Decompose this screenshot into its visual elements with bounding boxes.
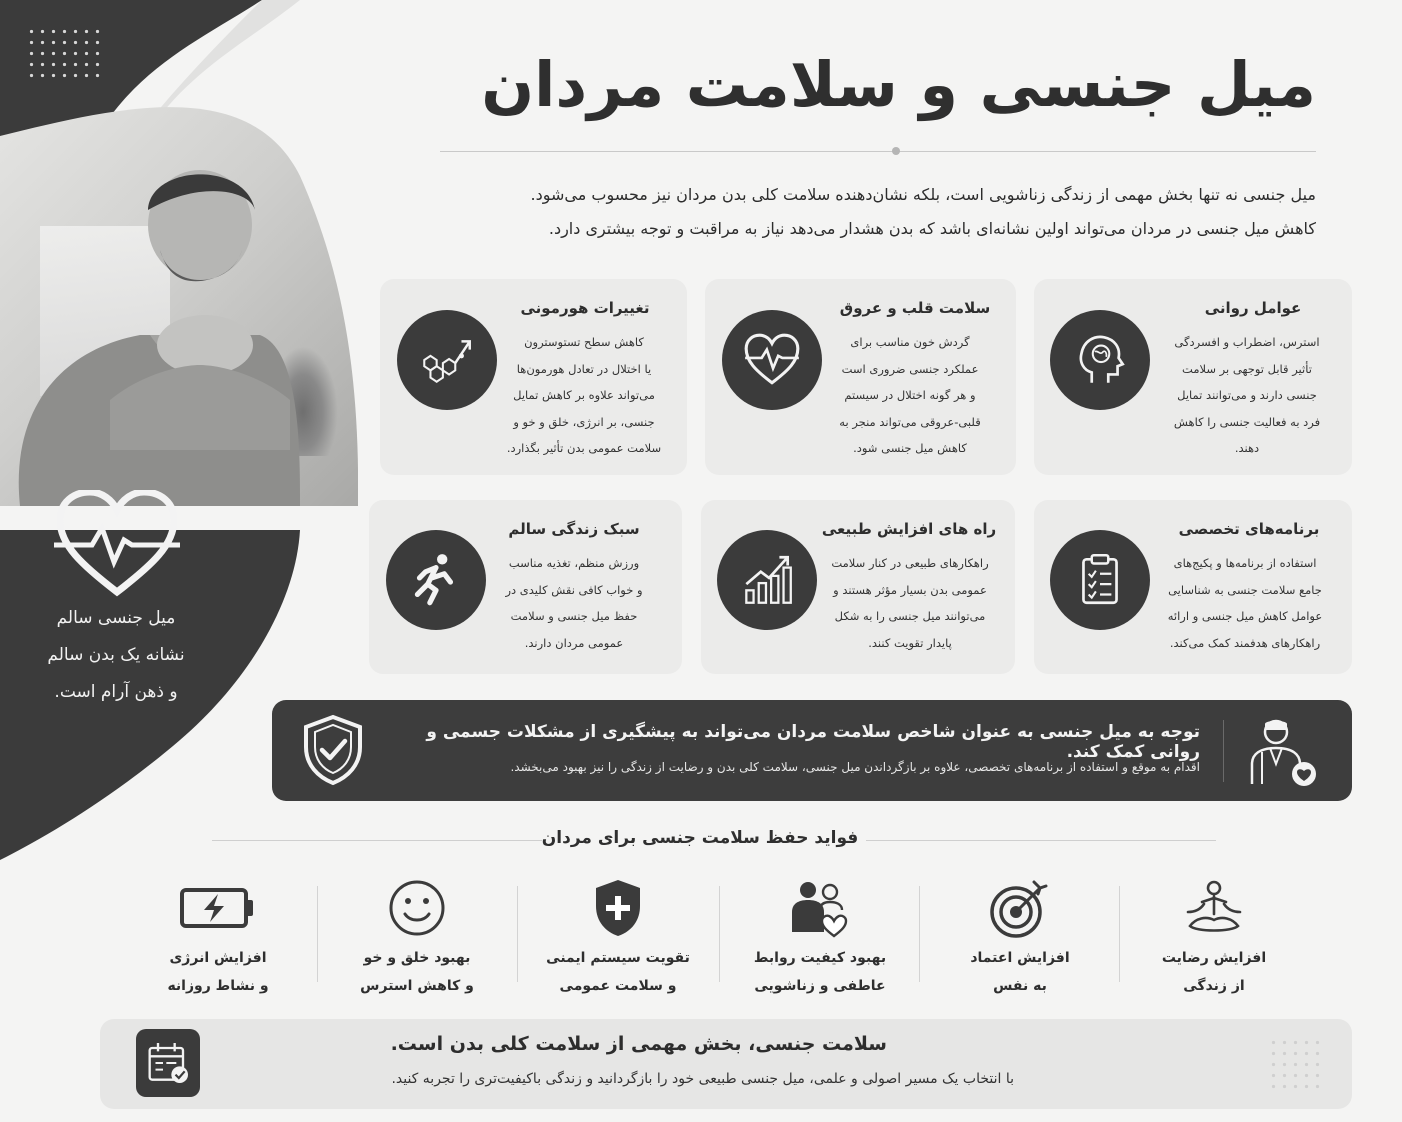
target-icon <box>988 876 1052 940</box>
couple-heart-icon <box>788 876 852 940</box>
man-portrait-illustration <box>0 150 300 506</box>
benefit-life-satisfaction <box>1114 876 1314 1000</box>
title-divider <box>440 151 1316 152</box>
benefit-line: بهبود کیفیت روابط <box>753 950 887 966</box>
card-line: راهکارهای طبیعی در کنار سلامت <box>831 556 989 570</box>
dot-pattern <box>26 26 106 84</box>
card-body <box>488 329 680 462</box>
card-line: قلبی-عروقی می‌تواند منجر به <box>839 414 981 429</box>
banner-divider <box>1223 720 1224 782</box>
intro-line: کاهش میل جنسی در مردان می‌تواند اولین نشانه‌ای باشد که بدن هشدار می‌دهد نیاز به مراقبت و توجه بیشتری دارد. <box>548 219 1316 238</box>
card-line: جنسی دارند و می‌توانند تمایل <box>1177 388 1317 402</box>
smiley-icon <box>385 876 449 940</box>
card-body <box>815 329 1005 462</box>
brain-head-icon <box>1050 310 1150 410</box>
benefit-label <box>317 944 517 1000</box>
card-body <box>807 550 1013 656</box>
benefit-line: و نشاط روزانه <box>167 978 269 994</box>
benefit-line: از زندگی <box>1183 978 1245 994</box>
growth-chart-icon <box>717 530 817 630</box>
footer-main-text: سلامت جنسی، بخش مهمی از سلامت کلی بدن است. <box>390 1033 887 1055</box>
benefit-label <box>720 944 920 1000</box>
benefit-line: افزایش اعتماد <box>970 950 1070 966</box>
shield-plus-icon <box>586 876 650 940</box>
shield-check-icon <box>300 713 366 787</box>
card-line: و خواب کافی نقش کلیدی در <box>505 582 643 597</box>
benefit-line: افزایش رضایت <box>1161 950 1267 966</box>
card-line: استفاده از برنامه‌ها و پکیج‌های <box>1173 556 1317 570</box>
card-title: عوامل روانی <box>1204 299 1302 317</box>
benefits-title: فواید حفظ سلامت جنسی برای مردان <box>541 828 859 848</box>
page-title: میل جنسی و سلامت مردان <box>481 48 1316 121</box>
card-hormonal-changes <box>380 279 687 475</box>
card-line: گردش خون مناسب برای <box>850 335 970 349</box>
card-line: عوامل کاهش میل جنسی و ارائه <box>1167 609 1323 623</box>
card-line: جامع سلامت جنسی به شناسایی <box>1168 582 1322 597</box>
benefit-line: به نفس <box>993 978 1047 994</box>
benefit-line: و کاهش استرس <box>360 978 474 994</box>
card-line: تأثیر قابل توجهی بر سلامت <box>1182 361 1312 376</box>
card-title: سلامت قلب و عروق <box>839 299 991 317</box>
card-line: حفظ میل جنسی و سلامت <box>510 609 638 623</box>
card-body <box>1142 550 1348 656</box>
card-line: عمومی مردان دارند. <box>524 635 624 650</box>
meditation-icon <box>1182 876 1246 940</box>
card-line: دهند. <box>1234 441 1260 455</box>
card-title: تغییرات هورمونی <box>520 299 650 317</box>
benefit-relationship-quality <box>720 876 920 1000</box>
card-line: جنسی، بر انرژی، خلق و خو و <box>513 414 655 429</box>
benefit-label <box>518 944 718 1000</box>
card-body <box>479 550 669 656</box>
benefit-label <box>1114 944 1314 1000</box>
footer-callout <box>100 1019 1352 1109</box>
benefit-label <box>920 944 1120 1000</box>
card-body <box>1152 329 1342 462</box>
benefit-line: افزایش انرژی <box>169 950 267 966</box>
doctor-heart-icon <box>1244 712 1324 792</box>
card-line: عمومی بدن بسیار مؤثر هستند و <box>833 582 987 597</box>
card-line: می‌توانند میل جنسی را به شکل <box>834 609 986 623</box>
card-line: و هر گونه اختلال در سیستم <box>844 388 976 402</box>
banner-main-text: توجه به میل جنسی به عنوان شاخص سلامت مردان می‌تواند به پیشگیری از مشکلات جسمی و روانی کمک کند. <box>426 722 1200 762</box>
banner-sub-text: اقدام به موقع و استفاده از برنامه‌های تخصصی، علاوه بر بازگرداندن میل جنسی، سلامت کلی بدن و رضایت از زندگی را نیز بهبود می‌بخشد. <box>510 760 1200 774</box>
left-panel-line: میل جنسی سالم <box>56 608 176 628</box>
card-line: استرس، اضطراب و افسردگی <box>1174 335 1320 349</box>
benefit-energy <box>118 876 318 1000</box>
card-specialized-programs <box>1034 500 1352 674</box>
card-line: یا اختلال در تعادل هورمون‌ها <box>516 361 652 376</box>
left-panel-text <box>0 600 232 711</box>
footer-dot-pattern <box>1268 1037 1326 1093</box>
title-divider-dot <box>892 147 900 155</box>
battery-bolt-icon <box>178 876 258 940</box>
benefit-mood <box>317 876 517 1000</box>
benefit-line: عاطفی و زناشویی <box>754 978 886 994</box>
card-title: برنامه‌های تخصصی <box>1178 520 1320 538</box>
left-panel-line: نشانه یک بدن سالم <box>47 645 185 665</box>
benefit-line: و سلامت عمومی <box>559 978 677 994</box>
card-line: کاهش میل جنسی شود. <box>853 441 967 455</box>
benefit-self-confidence <box>920 876 1120 1000</box>
benefit-label <box>118 944 318 1000</box>
card-line: سلامت عمومی بدن تأثیر بگذارد. <box>506 441 662 455</box>
card-psychological-factors <box>1034 279 1352 475</box>
running-person-icon <box>386 530 486 630</box>
card-line: پایدار تقویت کنند. <box>868 635 952 650</box>
heart-pulse-icon <box>722 310 822 410</box>
left-heart-pulse-icon <box>52 490 182 600</box>
key-message-banner <box>272 700 1352 801</box>
benefit-line: بهبود خلق و خو <box>363 950 471 966</box>
card-line: راهکارهای هدفمند کمک می‌کند. <box>1169 635 1321 650</box>
molecule-arrow-icon <box>397 310 497 410</box>
footer-sub-text: با انتخاب یک مسیر اصولی و علمی، میل جنسی طبیعی خود را بازگردانید و زندگی باکیفیت‌تری را تجربه کنید. <box>391 1071 1014 1087</box>
card-line: کاهش سطح تستوسترون <box>524 335 644 349</box>
card-line: ورزش منظم، تغذیه مناسب <box>508 556 640 570</box>
card-line: می‌تواند علاوه بر کاهش تمایل <box>513 388 655 402</box>
card-title: سبک زندگی سالم <box>508 520 640 538</box>
card-heart-health <box>705 279 1016 475</box>
card-line: فرد به فعالیت جنسی را کاهش <box>1173 414 1321 429</box>
clipboard-checklist-icon <box>1050 530 1150 630</box>
left-panel-line: و ذهن آرام است. <box>54 682 178 702</box>
benefit-line: تقویت سیستم ایمنی <box>546 950 690 966</box>
benefit-immune-system <box>518 876 718 1000</box>
card-line: عملکرد جنسی ضروری است <box>841 361 979 376</box>
intro-paragraph <box>416 178 1316 246</box>
intro-line: میل جنسی نه تنها بخش مهمی از زندگی زناشویی است، بلکه نشان‌دهنده سلامت کلی بدن مردان نیز محسوب می‌شود. <box>530 185 1316 204</box>
card-title: راه های افزایش طبیعی <box>821 520 997 538</box>
card-natural-ways <box>701 500 1015 674</box>
card-healthy-lifestyle <box>369 500 682 674</box>
